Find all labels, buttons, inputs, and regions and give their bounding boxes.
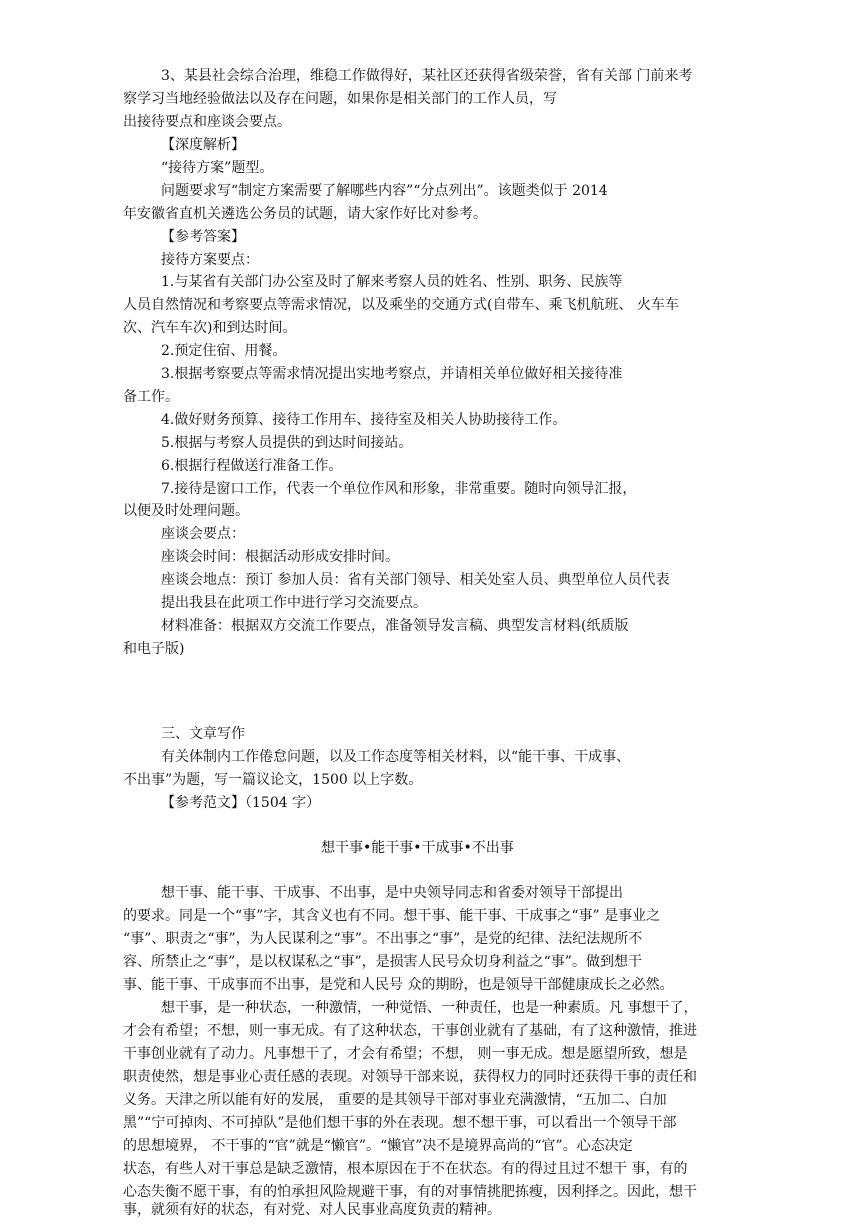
essay-p2-line-4: 职责使然，想是事业心责任感的表现。对领导干部来说，获得权力的同时还获得干事的责任和 [123, 1069, 697, 1085]
reception-item-1-line-3: 次、汽车车次)和到达时间。 [123, 320, 297, 336]
reference-answer-heading: 【参考答案】 [161, 229, 245, 245]
reception-item-7-line-2: 以便及时处理问题。 [123, 503, 249, 519]
essay-p1-line-3: “事”、职责之“事”，为人民谋利之“事”。不出事之“事”，是党的纪律、法纪法规所不 [123, 931, 643, 947]
symposium-heading: 座谈会要点： [161, 526, 245, 542]
reception-item-3-line-1: 3.根据考察要点等需求情况提出实地考察点，并请相关单位做好相关接待准 [161, 366, 623, 382]
symposium-venue: 座谈会地点：预订 参加人员：省有关部门领导、相关处室人员、典型单位人员代表 [161, 572, 670, 588]
reception-item-5: 5.根据与考察人员提供的到达时间接站。 [161, 435, 413, 451]
symposium-points: 提出我县在此项工作中进行学习交流要点。 [161, 595, 427, 611]
sample-essay-heading: 【参考范文】（1504 字） [161, 795, 321, 811]
essay-p2-line-6: 黑”“宁可掉肉、不可掉队”是他们想干事的外在表现。想不想干事，可以看出一个领导干部 [123, 1115, 677, 1131]
reception-item-7-line-1: 7.接待是窗口工作，代表一个单位作风和形象，非常重要。随时向领导汇报， [161, 481, 637, 497]
materials-line-1: 材料准备：根据双方交流工作要点，准备领导发言稿、典型发言材料(纸质版 [161, 618, 629, 634]
essay-p2-line-3: 干事创业就有了动力。凡事想干了，才会有希望；不想， 则一事无成。想是愿望所致，想是 [123, 1046, 688, 1062]
materials-line-2: 和电子版) [123, 641, 185, 657]
analysis-line-1: “接待方案”题型。 [161, 160, 274, 176]
question-3-line-3: 出接待要点和座谈会要点。 [123, 114, 291, 130]
essay-p2-line-9: 心态失衡不愿干事，有的怕承担风险规避干事，有的对事情挑肥拣瘦，因利择之。因此，想干 [123, 1184, 697, 1200]
essay-p2-line-2: 才会有希望；不想，则一事无成。有了这种状态，干事创业就有了基础，有了这种激情，推进 [123, 1023, 697, 1039]
question-3-line-2: 察学习当地经验做法以及存在问题，如果你是相关部门的工作人员，写 [123, 91, 557, 107]
reception-item-6: 6.根据行程做送行准备工作。 [161, 458, 343, 474]
essay-p1-line-1: 想干事、能干事、干成事、不出事，是中央领导同志和省委对领导干部提出 [161, 885, 623, 901]
reception-item-1-line-1: 1.与某省有关部门办公室及时了解来考察人员的姓名、性别、职务、民族等 [161, 274, 623, 290]
reception-item-1-line-2: 人员自然情况和考察要点等需求情况，以及乘坐的交通方式(自带车、乘飞机航班、 火车车 [123, 297, 679, 313]
reception-plan-heading: 接待方案要点： [161, 252, 259, 268]
depth-analysis-heading: 【深度解析】 [161, 137, 245, 153]
essay-p2-line-1: 想干事，是一种状态，一种激情，一种觉悟、一种责任，也是一种素质。凡 事想干了， [161, 1000, 698, 1016]
essay-p1-line-2: 的要求。同是一个“事”字，其含义也有不同。想干事、能干事、干成事之“事” 是事业之 [123, 908, 661, 924]
essay-prompt-line-2: 不出事”为题，写一篇议论文，1500 以上字数。 [123, 772, 423, 788]
essay-p2-line-7: 的思想境界， 不干事的“官”就是“懒官”。“懒官”决不是境界高尚的“官”。心态决定 [123, 1138, 633, 1154]
essay-title: 想干事•能干事•干成事•不出事 [321, 840, 514, 856]
section-heading-essay: 三、文章写作 [161, 726, 245, 742]
essay-p2-line-10: 事，就须有好的状态，有对党、对人民事业高度负责的精神。 [123, 1202, 501, 1218]
analysis-line-3: 年安徽省直机关遴选公务员的试题，请大家作好比对参考。 [123, 206, 487, 222]
reception-item-2: 2.预定住宿、用餐。 [161, 343, 287, 359]
reception-item-4: 4.做好财务预算、接待工作用车、接待室及相关人协助接待工作。 [161, 412, 567, 428]
reception-item-3-line-2: 备工作。 [123, 389, 179, 405]
analysis-line-2: 问题要求写“制定方案需要了解哪些内容”“分点列出”。该题类似于 2014 [161, 183, 608, 199]
essay-prompt-line-1: 有关体制内工作倦怠问题，以及工作态度等相关材料，以“能干事、干成事、 [161, 749, 631, 765]
essay-p1-line-5: 事、能干事、干成事而不出事，是党和人民号 众的期盼，也是领导干部健康成长之必然。 [123, 977, 674, 993]
essay-p2-line-8: 状态，有些人对干事总是缺乏激情，根本原因在于不在状态。有的得过且过不想干 事，有的 [123, 1161, 688, 1177]
symposium-time: 座谈会时间：根据活动形成安排时间。 [161, 549, 399, 565]
question-3-line-1: 3、某县社会综合治理，维稳工作做得好，某社区还获得省级荣誉，省有关部 门前来考 [161, 68, 693, 84]
essay-p1-line-4: 容、所禁止之“事”，是以权谋私之“事”，是损害人民号众切身利益之“事”。做到想干 [123, 954, 642, 970]
essay-p2-line-5: 义务。天津之所以能有好的发展， 重要的是其领导干部对事业充满激情，“五加二、白加 [123, 1092, 667, 1108]
